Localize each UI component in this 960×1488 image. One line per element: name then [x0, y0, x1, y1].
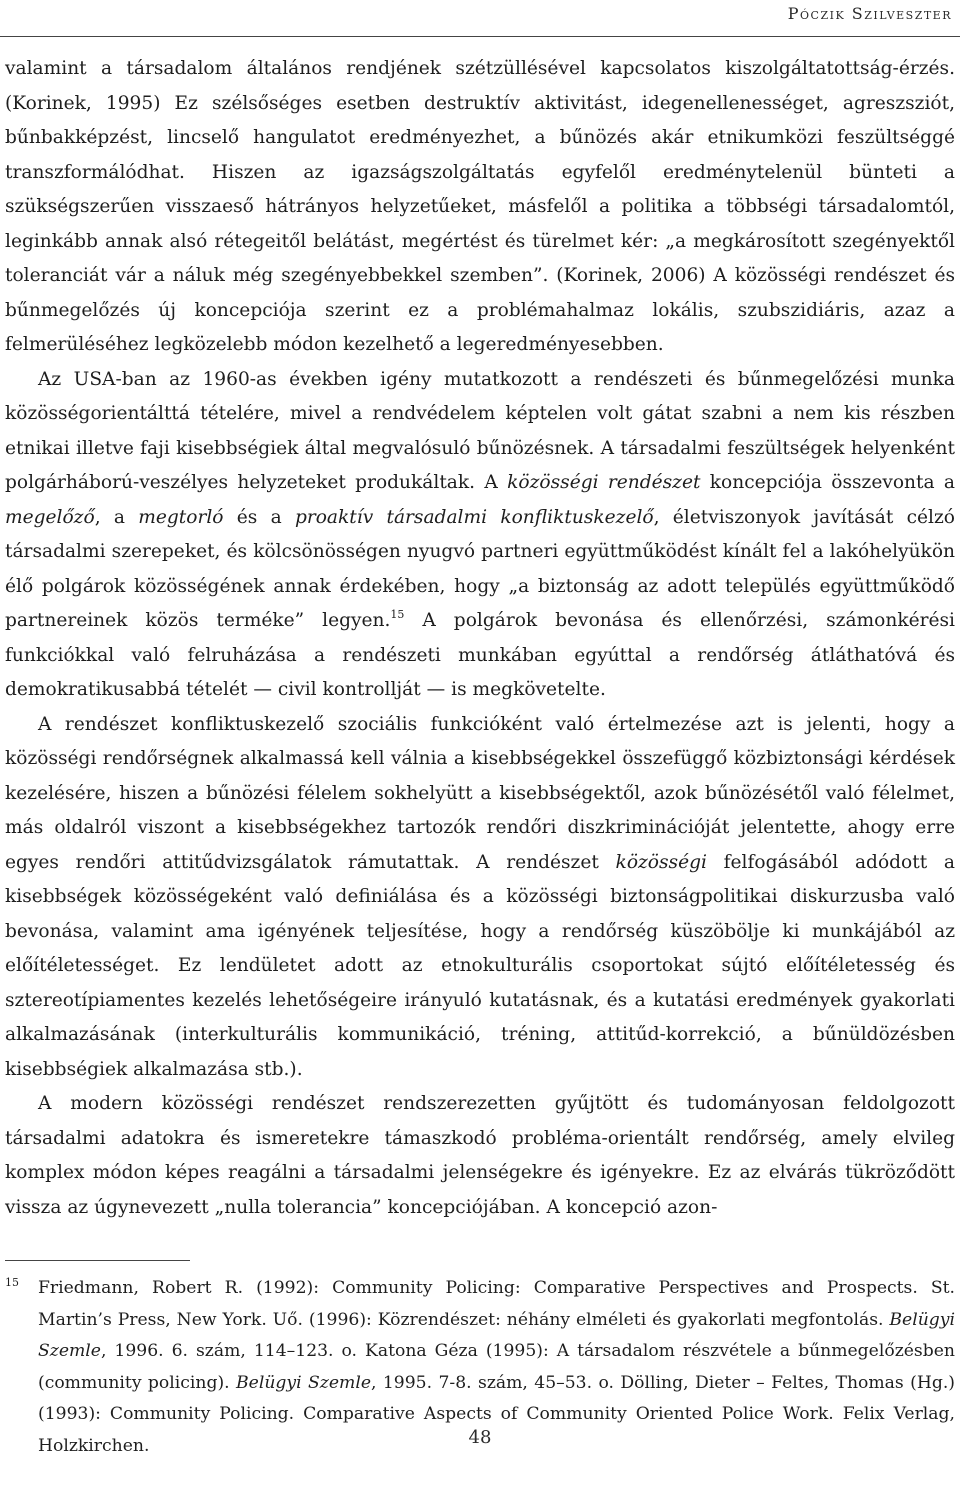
running-head: Póczik Szilveszter [787, 4, 952, 23]
main-text [5, 52, 955, 1225]
italic-text: megelőző [5, 506, 95, 528]
italic-text: megtorló [138, 506, 224, 528]
italic-text: Belügyi Szemle [236, 1372, 371, 1393]
italic-text: közösségi [615, 851, 707, 873]
text-run: A polgárok bevonása és ellenőrzési, számonkérési funkciókkal való felruházása a rendészeti munkában egyúttal a rendőrség átláthatóvá és demokratikusabbá tételét — civil kontrollját — is megkövetelte. [5, 610, 955, 700]
text-run: valamint a társadalom általános rendjének szétzüllésével kapcsolatos kiszolgáltatottság-érzés. (Korinek, 1995) Ez szélsőséges esetben destruktív aktivitást, idegenellenességet, agreszsziót, bűnbakképzést, lincselő hangulatot eredményezhet, a bűnözés akár etnikumközi feszültséggé transzformálódhat. Hiszen az igazságszolgáltatás egyfelől eredménytelenül bünteti a szükségszerűen visszaeső hátrányos helyzetűeket, másfelől a politika a többségi társadalomtól, leginkább annak alsó rétegeitől belátást, megértést és türelmet kér: „a megkárosított szegényektől toleranciát vár a náluk még szegényebbekkel szemben”. (Korinek, 2006) A közösségi rendészet és bűnmegelőzés új koncepciója szerint ez a problémahalmaz lokális, szubszidiáris, azaz a felmerüléséhez legközelebb módon kezelhető a legeredményesebben. [5, 58, 955, 355]
text-run: , a [94, 506, 139, 528]
paragraph [5, 708, 955, 1088]
italic-text: Belügyi Szemle [38, 1309, 955, 1362]
paragraph [5, 363, 955, 708]
footnote-number: 15 [5, 1276, 19, 1289]
paragraph [5, 1087, 955, 1225]
paragraph [5, 52, 955, 363]
text-run: , 1996. 6. szám, 114–123. o. Katona Géza (1995): A társadalom részvétele a bűnmegelőzésben (community policing). [38, 1341, 955, 1393]
text-run: A rendészet konfliktuskezelő szociális funkcióként való értelmezése azt is jelenti, hogy a közösségi rendőrségnek alkalmassá kell válnia a kisebbségekkel összefüggő közbiztonsági kérdések kezelésére, hiszen a bűnözési félelem sokhelyütt a kisebbségektől, azok bűnözésétől való félelmet, más oldalról viszont a kisebbségekhez tartozók rendőri diszkriminációját jelentette, ahogy erre egyes rendőri attitűdvizsgálatok rámutattak. A rendészet [5, 713, 955, 873]
text-run: , 1995. 7-8. szám, 45–53. o. Dölling, Dieter – Feltes, Thomas (Hg.) (1993): Community Policing. Comparative Aspects of Community Oriented Police Work. Felix Verlag, Holzkirchen. [38, 1372, 956, 1456]
text-run: Az USA-ban az 1960-as években igény mutatkozott a rendészeti és bűnmegelőzési munka közösségorientálttá tételére, mivel a rendvédelem képtelen volt gátat szabni a nem kis részben etnikai illetve faji kisebbségiek által megvalósuló bűnözésnek. A társadalmi feszültségek helyenként polgárháború-veszélyes helyzeteket produkáltak. A [5, 368, 955, 493]
italic-text: közösségi rendészet [507, 472, 701, 493]
text-run: és a [223, 506, 295, 528]
text-run: koncepciója összevonta a [700, 472, 955, 493]
italic-text: proaktív társadalmi konfliktuskezelő [294, 506, 654, 528]
text-run: Friedmann, Robert R. (1992): Community Policing: Comparative Perspectives and Prospects. St. Martin’s Press, New York. Uő. (1996): Közrendészet: néhány elméleti és gyakorlati megfontolás. [38, 1278, 955, 1330]
text-run: , életviszonyok javítását célzó társadalmi szerepeket, és kölcsönösségen nyugvó partneri együttműködést kínált fel a lakóhelyükön élő polgárok közösségének annak érdekében, hogy „a biztonság az adott település együttműködő partnereinek közös terméke” legyen. [5, 506, 955, 631]
footnote-rule [5, 1260, 190, 1261]
header-rule [0, 36, 960, 37]
footnote-reference: 15 [390, 608, 405, 621]
text-run: A modern közösségi rendészet rendszerezetten gyűjtött és tudományosan feldolgozott társadalmi adatokra és ismeretekre támaszkodó probléma-orientált rendőrség, amely elvileg komplex módon képes reagálni a társadalmi jelenségekre és igényekre. Ez az elvárás tükröződött vissza az úgynevezett „nulla tolerancia” koncepciójában. A koncepció azon- [5, 1093, 955, 1218]
text-run: felfogásából adódott a kisebbségek közösségeként való definiálása és a közösségi biztonságpolitikai diskurzusba való bevonása, valamint ama igényének teljesítése, hogy a rendőrség küszöbölje ki munkájából az előítéletességet. Ez lendületet adott az etnokulturális csoportokat sújtó előítéletesség és sztereotípiamentes kezelés lehetőségeire irányuló kutatásnak, és a kutatási eredmények gyakorlati alkalmazásának (interkulturális kommunikáció, tréning, attitűd-korrekció, a bűnüldözésben kisebbségiek alkalmazása stb.). [5, 851, 955, 1080]
page-number: 48 [468, 1427, 492, 1448]
